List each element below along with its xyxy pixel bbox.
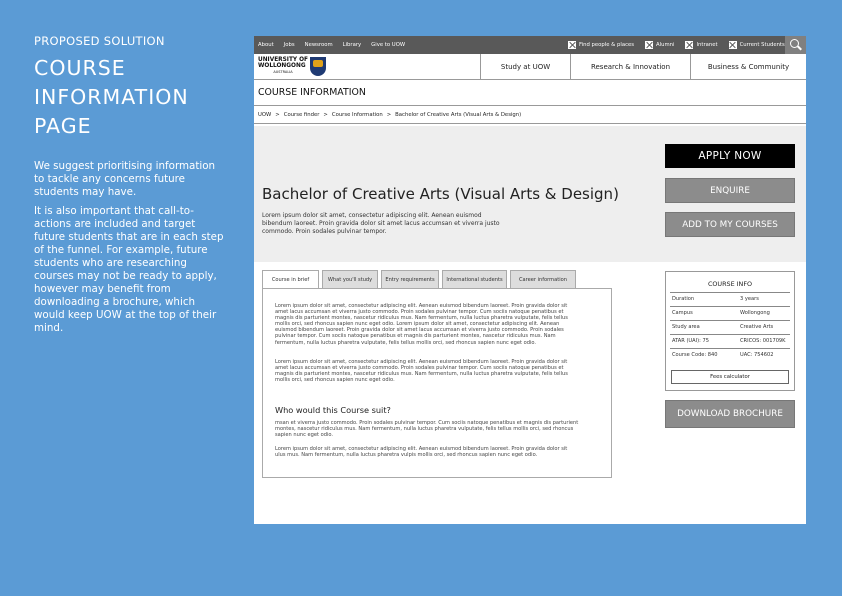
topbar-right-link[interactable] xyxy=(645,41,674,49)
section-heading: Who would this Course suit? xyxy=(275,405,391,415)
info-value: 3 years xyxy=(740,296,759,302)
breadcrumb-item[interactable]: UOW xyxy=(258,111,272,118)
breadcrumb-separator: > xyxy=(275,111,280,118)
topbar-link[interactable]: Newsroom xyxy=(304,42,333,48)
description-paragraph: We suggest prioritising information to tackle any concerns future students may have. xyxy=(34,160,216,198)
course-tabs xyxy=(262,270,579,288)
info-key: Study area xyxy=(672,324,700,330)
nav-item-research[interactable]: Research & Innovation xyxy=(570,54,690,79)
nav-item-business[interactable]: Business & Community xyxy=(690,54,806,79)
breadcrumb-separator: > xyxy=(386,111,392,118)
breadcrumb-current: Bachelor of Creative Arts (Visual Arts & Design) xyxy=(395,111,522,118)
breadcrumb xyxy=(254,106,806,124)
topbar-right-label: Alumni xyxy=(656,42,675,48)
topbar-right-label: Find people & places xyxy=(579,42,634,48)
info-key: Course Code: 840 xyxy=(672,352,718,358)
nav-item-study[interactable]: Study at UOW xyxy=(480,54,570,79)
kicker: PROPOSED SOLUTION xyxy=(34,34,165,48)
tab-content xyxy=(262,288,612,478)
topbar-link[interactable]: Give to UOW xyxy=(371,42,406,48)
tab-course-in-brief[interactable]: Course in brief xyxy=(262,270,319,288)
topbar-right-link[interactable] xyxy=(729,41,785,49)
enquire-button[interactable]: ENQUIRE xyxy=(665,178,795,203)
close-icon xyxy=(568,41,576,49)
tab-career-information[interactable]: Career information xyxy=(510,270,576,288)
close-icon xyxy=(729,41,737,49)
close-icon xyxy=(685,41,693,49)
body-paragraph: Lorem ipsum dolor sit amet, consectetur adipiscing elit. Aenean euismod bibendum laoreet. Proin gravida dolor sit amet lacus accumsan et viverra justo commodo. Proin sodales pulvinar tempor. Cum sociis natoque penatibus et magnis dis parturient montes, nascetur ridiculus mus. Nam fermentum, nulla luctus pharetra vulputate, felis tellus mollis orci, sed rhoncus sapien nunc eget odio. xyxy=(275,359,568,384)
add-to-my-courses-button[interactable]: ADD TO MY COURSES xyxy=(665,212,795,237)
slide-title xyxy=(34,54,224,141)
body-paragraph: Lorem ipsum dolor sit amet, consectetur adipiscing elit. Aenean euismod bibendum laoreet. Proin gravida dolor sit ulus mus. Nam fermentum, nulla luctus pharetra vulpis mollis orci, sed rhoncus sapien nunc eget odio. xyxy=(275,446,568,459)
description-paragraph: It is also important that call-to-actions are included and target future students that are in each step of the funnel. For example, future students who are researching courses may not be ready to apply, however may benefit from downloading a brochure, which would keep UOW at the top of their mind. xyxy=(34,205,224,334)
breadcrumb-separator: > xyxy=(323,111,328,118)
fees-calculator-button[interactable]: Fees calculator xyxy=(671,370,789,384)
crest-icon xyxy=(310,57,326,76)
info-key: Duration xyxy=(672,296,695,302)
tab-entry-requirements[interactable]: Entry requirements xyxy=(381,270,439,288)
course-hero xyxy=(254,126,806,262)
tab-what-youll-study[interactable]: What you'll study xyxy=(322,270,378,288)
info-value: CRICOS: 001709K xyxy=(740,338,786,344)
logo-line: AUSTRALIA xyxy=(273,70,293,74)
download-brochure-button[interactable]: DOWNLOAD BROCHURE xyxy=(665,400,795,428)
search-icon-handle xyxy=(797,46,802,51)
info-row xyxy=(670,292,790,305)
uow-logo[interactable] xyxy=(258,57,326,76)
logo-line: UNIVERSITY OF xyxy=(258,57,309,63)
info-value: UAC: 754602 xyxy=(740,352,774,358)
info-key: ATAR (UAI): 75 xyxy=(672,338,709,344)
info-row xyxy=(670,320,790,333)
course-intro: Lorem ipsum dolor sit amet, consectetur adipiscing elit. Aenean euismod bibendum laoreet. Proin gravida dolor sit amet lacus accumsan et viverra justo commodo. Proin sodales pulvinar tempor. xyxy=(262,212,500,235)
logo-line: WOLLONGONG xyxy=(258,63,306,69)
topbar-link[interactable]: Jobs xyxy=(283,42,295,48)
topbar-right-label: Intranet xyxy=(696,42,718,48)
topbar-right-link[interactable] xyxy=(568,41,634,49)
title-line: COURSE xyxy=(34,56,126,80)
description-panel xyxy=(34,34,224,341)
topbar-right-label: Current Students xyxy=(739,42,785,48)
course-title: Bachelor of Creative Arts (Visual Arts & Design) xyxy=(262,185,619,203)
title-line: INFORMATION xyxy=(34,85,189,109)
page-mockup xyxy=(254,36,806,524)
logo-text xyxy=(258,57,308,76)
title-line: PAGE xyxy=(34,114,92,138)
body-paragraph: msan et viverra justo commodo. Proin sodales pulvinar tempor. Cum sociis natoque penatibus et magnis dis parturient montes, nascetur ridiculus mus. Nam fermentum, nulla luctus pharetra vulputate, felis tellus mollis orci, sed rhoncus sapien nunc eget odio. xyxy=(275,420,579,439)
topbar-link[interactable]: About xyxy=(258,42,274,48)
search-button[interactable] xyxy=(785,36,806,54)
apply-now-button[interactable]: APPLY NOW xyxy=(665,144,795,168)
section-title: COURSE INFORMATION xyxy=(254,80,806,106)
info-row xyxy=(670,306,790,319)
topbar-right-link[interactable] xyxy=(685,41,717,49)
main-nav xyxy=(254,54,806,80)
info-row xyxy=(670,334,790,347)
tab-international-students[interactable]: International students xyxy=(442,270,507,288)
close-icon xyxy=(645,41,653,49)
info-value: Wollongong xyxy=(740,310,770,316)
breadcrumb-item[interactable]: Course finder xyxy=(283,111,320,118)
breadcrumb-item[interactable]: Course Information xyxy=(331,111,383,118)
body-paragraph: Lorem ipsum dolor sit amet, consectetur adipiscing elit. Aenean euismod bibendum laoreet. Proin gravida dolor sit amet lacus accumsan et viverra justo commodo. Proin sodales pulvinar tempor. Cum sociis natoque penatibus et magnis dis parturient montes, nascetur ridiculus mus. Nam fermentum, nulla luctus pharetra vulputate, felis tellus mollis orci, sed rhoncus sapien nunc eget odio. Lorem ipsum dolor sit amet, consectetur adipiscing elit. Aenean euismod bibendum laoreet. Proin gravida dolor sit amet lacus accumsan et viverra justo commodo. Proin sodales pulvinar tempor. Cum sociis natoque penatibus et magnis dis parturient montes, nascetur ridiculus mus. Nam fermentum, nulla luctus pharetra vulputate, felis tellus mollis orci, sed rhoncus sapien nunc eget odio. xyxy=(275,303,568,346)
info-value: Creative Arts xyxy=(740,324,774,330)
info-row xyxy=(670,348,790,361)
course-info-title: COURSE INFO xyxy=(707,280,753,288)
course-info-box xyxy=(665,271,795,391)
info-key: Campus xyxy=(672,310,693,316)
topbar-link[interactable]: Library xyxy=(342,42,362,48)
utility-bar xyxy=(254,36,806,54)
